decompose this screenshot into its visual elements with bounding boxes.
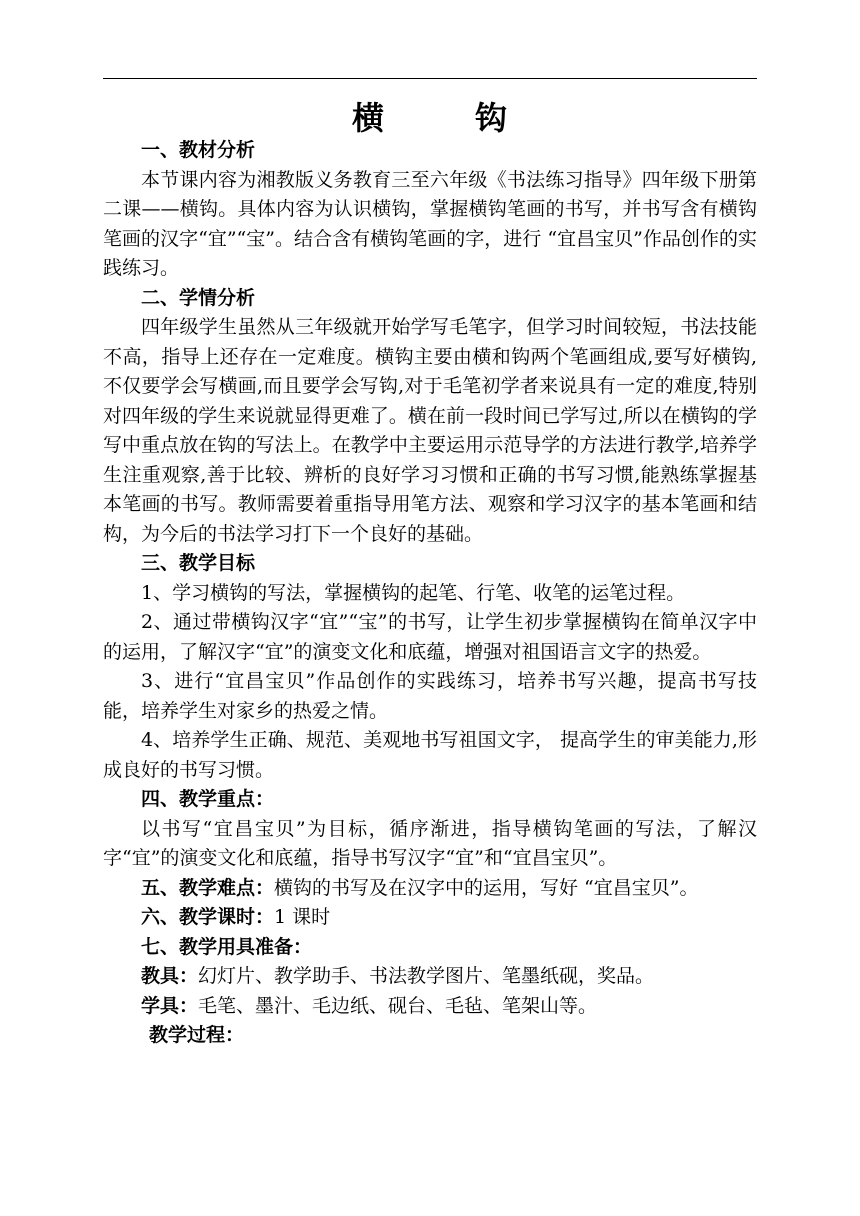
page-title <box>103 98 757 138</box>
teacher-tools-label: 教具： <box>141 965 199 987</box>
section-heading-2: 二、学情分析 <box>141 286 256 309</box>
section-5-text: 横钩的书写及在汉字中的运用，写好 “宜昌宝贝”。 <box>274 876 699 899</box>
section-5-line <box>103 874 757 904</box>
objective-item-1: 1、学习横钩的写法，掌握横钩的起笔、行笔、收笔的运笔过程。 <box>141 581 686 604</box>
objective-item-3: 3、进行“宜昌宝贝”作品创作的实践练习，培养书写兴趣，提高书写技能，培养学生对家乡的热爱之情。 <box>103 670 757 722</box>
teacher-tools-line <box>103 962 757 992</box>
section-heading-1: 一、教材分析 <box>141 139 256 161</box>
teacher-tools-text: 幻灯片、教学助手、书法教学图片、笔墨纸砚，奖品。 <box>198 965 655 987</box>
section-1-paragraph: 本节课内容为湘教版义务教育三至六年级《书法练习指导》四年级下册第二课——横钩。具体内容为认识横钩，掌握横钩笔画的书写，并书写含有横钩笔画的汉字“宜”“宝”。结合含有横钩笔画的字，进行 “宜昌宝贝”作品创作的实践练习。 <box>103 168 757 279</box>
objective-item-4: 4、培养学生正确、规范、美观地书写祖国文字， 提高学生的审美能力,形成良好的书写习惯。 <box>103 729 757 781</box>
section-6-text: 1 课时 <box>274 906 331 928</box>
student-tools-line <box>103 992 757 1022</box>
header-rule <box>103 78 757 79</box>
objective-item-2: 2、通过带横钩汉字“宜”“宝”的书写，让学生初步掌握横钩在简单汉字中的运用，了解汉字“宜”的演变文化和底蕴，增强对祖国语言文字的热爱。 <box>103 611 757 663</box>
process-heading: 教学过程： <box>149 1024 245 1046</box>
section-2-paragraph: 四年级学生虽然从三年级就开始学写毛笔字，但学习时间较短，书法技能不高，指导上还存在一定难度。横钩主要由横和钩两个笔画组成,要写好横钩,不仅要学会写横画,而且要学会写钩,对于毛笔初学者来说具有一定的难度,特别对四年级的学生来说就显得更难了。横在前一段时间已学写过,所以在横钩的学写中重点放在钩的写法上。在教学中主要运用示范导学的方法进行教学,培养学生注重观察,善于比较、辨析的良好学习习惯和正确的书写习惯,能熟练掌握基本笔画的书写。教师需要着重指导用笔方法、观察和学习汉字的基本笔画和结构，为今后的书法学习打下一个良好的基础。 <box>103 316 757 545</box>
title-char-2: 钩 <box>475 99 509 137</box>
section-heading-7: 七、教学用具准备： <box>141 935 313 958</box>
document-body <box>103 136 757 1051</box>
title-char-1: 横 <box>351 99 385 137</box>
section-heading-4: 四、教学重点： <box>141 788 275 810</box>
section-heading-3: 三、教学目标 <box>141 552 256 574</box>
student-tools-text: 毛笔、墨汁、毛边纸、砚台、毛毡、笔架山等。 <box>198 994 598 1017</box>
section-6-line <box>103 903 757 933</box>
section-4-paragraph: 以书写“宜昌宝贝”为目标，循序渐进，指导横钩笔画的写法，了解汉字“宜”的演变文化和底蕴，指导书写汉字“宜”和“宜昌宝贝”。 <box>103 817 757 869</box>
student-tools-label: 学具： <box>141 994 199 1017</box>
section-5-label: 五、教学难点： <box>141 876 275 899</box>
section-6-label: 六、教学课时： <box>141 906 275 928</box>
